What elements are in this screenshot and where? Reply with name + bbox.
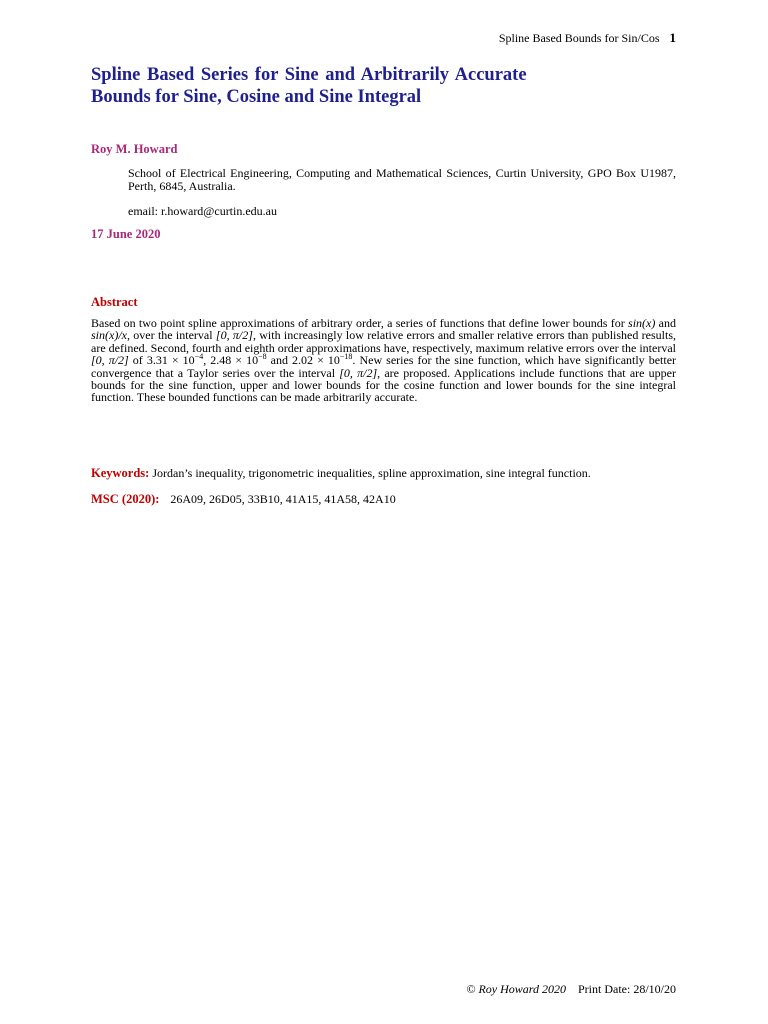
error-value-3-exponent: −18: [339, 352, 353, 362]
abstract-text-4: . New series for the sine function, which have significantly better convergence that a Taylor series over the interval: [91, 353, 677, 380]
msc-line: [91, 492, 396, 507]
running-head: [499, 30, 676, 46]
abstract-text-and-2: and: [270, 353, 288, 368]
paper-title-line-1: Spline Based Series for Sine and Arbitrarily Accurate: [91, 65, 527, 85]
error-value-1-base: 3.31 × 10: [146, 353, 195, 368]
author-affiliation: School of Electrical Engineering, Computing and Mathematical Sciences, Curtin University, GPO Box U1987, Perth, 6845, Australia.: [128, 166, 676, 193]
abstract-body: [91, 317, 676, 404]
keywords-text: Jordan’s inequality, trigonometric inequalities, spline approximation, sine integral function.: [152, 466, 591, 480]
error-value-2-base: 2.48 × 10: [210, 353, 259, 368]
msc-codes: 26A09, 26D05, 33B10, 41A15, 41A58, 42A10: [170, 492, 396, 506]
keywords-line: [91, 466, 591, 481]
page-number: 1: [669, 30, 676, 45]
running-head-title: Spline Based Bounds for Sin/Cos: [498, 31, 660, 45]
abstract-text-3: , with increasingly low relative errors and smaller relative errors than published results, are defined. Second, fourth and eighth order approximations have, respectively, maximum relative errors over the interval: [91, 328, 677, 355]
abstract-text-and: and: [658, 316, 676, 330]
math-interval-2: [0, π/2]: [91, 353, 129, 368]
msc-label: MSC (2020):: [91, 492, 160, 506]
paper-title: [91, 64, 691, 108]
abstract-heading: Abstract: [91, 295, 138, 309]
abstract-text-of: of: [132, 353, 143, 368]
error-value-2-exponent: −8: [258, 352, 267, 362]
author-email: email: r.howard@curtin.edu.au: [128, 204, 278, 218]
page-footer: [466, 982, 676, 997]
paper-date: 17 June 2020: [91, 227, 161, 241]
math-interval-1: [0, π/2]: [215, 328, 253, 343]
author-name: Roy M. Howard: [91, 142, 178, 156]
paper-title-line-2: Bounds for Sine, Cosine and Sine Integral: [91, 87, 422, 107]
abstract-text-comma: ,: [203, 353, 207, 368]
abstract-text-1: Based on two point spline approximations of arbitrary order, a series of functions that define lower bounds for: [91, 316, 625, 330]
math-interval-3: [0, π/2]: [339, 365, 378, 380]
math-sin-x: sin(x): [628, 316, 656, 330]
keywords-label: Keywords:: [91, 466, 150, 480]
footer-print-date: Print Date: 28/10/20: [578, 982, 676, 996]
math-sinc-x: sin(x)/x: [91, 328, 127, 343]
error-value-3-base: 2.02 × 10: [292, 353, 340, 368]
abstract-text-2: , over the interval: [126, 328, 213, 343]
abstract-text-5: , are proposed. Applications include functions that are upper bounds for the sine function, upper and lower bounds for the cosine function and lower bounds for the sine integral function. These bounded functions can be made arbitrarily accurate.: [91, 365, 677, 405]
error-value-1-exponent: −4: [194, 352, 204, 362]
footer-copyright: © Roy Howard 2020: [466, 982, 566, 996]
